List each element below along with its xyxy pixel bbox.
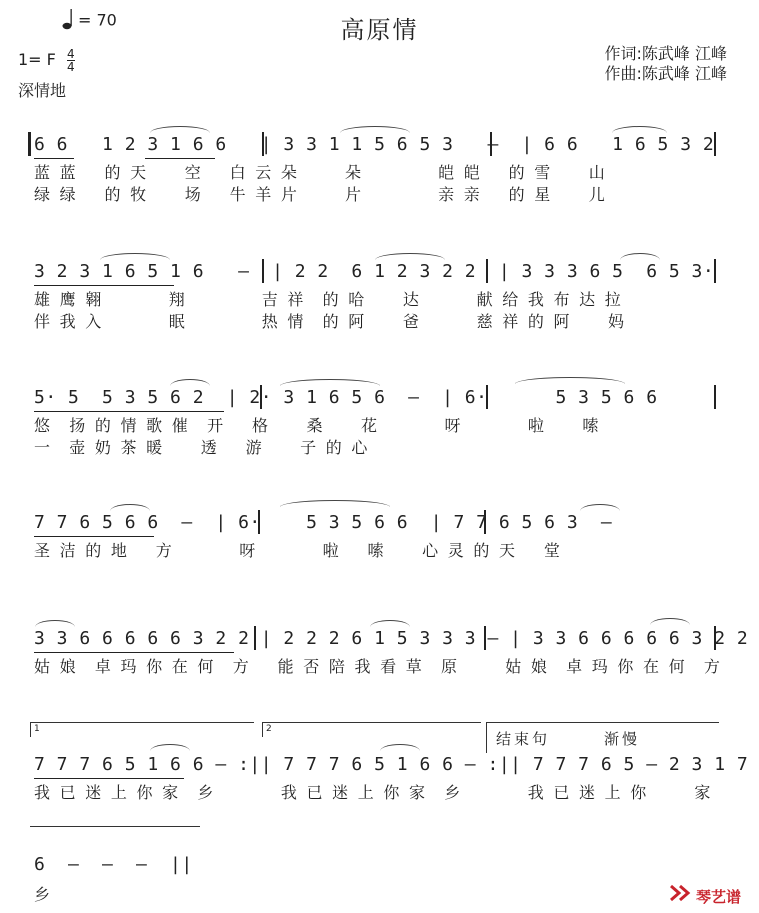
notation-line: 7 7 6 5 6 6 — | 6· 5 3 5 6 6 | 7 7 6 5 6 3 —: [34, 512, 613, 533]
volta-bracket-1: 1: [30, 722, 254, 737]
score-system-3: [0, 381, 759, 461]
lyrics-verse-1: 蓝 蓝 的 天 空 白 云 朵 朵 皑 皑 的 雪 山: [34, 163, 605, 182]
slur: [620, 253, 660, 260]
beam-underline: [34, 158, 74, 159]
score-system-2: [0, 255, 759, 335]
slur: [170, 379, 210, 386]
barline: [714, 259, 716, 283]
slur: [150, 744, 190, 751]
score-system-5: [0, 622, 759, 682]
beam-underline: [34, 536, 154, 537]
tempo-text: = 70: [78, 10, 117, 30]
slur: [280, 500, 390, 507]
slur: [150, 126, 210, 133]
composer-credit: 作曲:陈武峰 江峰: [604, 64, 727, 83]
notation-line: 5· 5 5 3 5 6 2 | 2· 3 1 6 5 6 — | 6· 5 3 5 6 6: [34, 387, 658, 408]
notation-line: 7 7 7 6 5 1 6 6 — :|| 7 7 7 6 5 1 6 6 — :|| 7 7 7 6 5 — 2 3 1 7: [34, 754, 749, 775]
ending-label: 结束句: [496, 730, 551, 748]
beam-underline: [34, 652, 234, 653]
slur: [110, 504, 150, 511]
slur: [100, 253, 170, 260]
expression-marking: 深情地: [18, 81, 67, 100]
lyrics-verse-1: 乡: [34, 885, 51, 904]
lyrics-verse-1: 我 已 迷 上 你 家 乡 我 已 迷 上 你 家 乡 我 已 迷 上 你 家: [34, 783, 711, 802]
barline: [714, 385, 716, 409]
volta-bracket-2: 2: [262, 722, 481, 737]
slur: [375, 253, 445, 260]
score-system-4: [0, 506, 759, 566]
slur: [340, 126, 410, 133]
notation-line: 6 — — — ||: [34, 854, 193, 875]
slur: [650, 618, 690, 625]
notation-line: 3 2 3 1 6 5 1 6 — | 2 2 6 1 2 3 2 2 | 3 3 3 6 5 6 5 3·: [34, 261, 715, 282]
lyrics-verse-1: 雄 鹰 翱 翔 吉 祥 的 哈 达 献 给 我 布 达 拉: [34, 290, 621, 309]
page-title: 高原情: [340, 16, 419, 44]
beam-underline: [34, 778, 184, 779]
ending-bracket-continuation: [30, 826, 200, 827]
lyrics-verse-1: 圣 洁 的 地 方 呀 啦 嗦 心 灵 的 天 堂: [34, 541, 560, 560]
beam-underline: [34, 411, 224, 412]
slur: [580, 504, 620, 511]
time-sig-top: 4: [66, 47, 75, 61]
slur: [35, 620, 75, 627]
beam-underline: [34, 285, 174, 286]
key-signature: [18, 48, 75, 73]
beam-underline: [145, 158, 215, 159]
logo-icon: [669, 888, 696, 906]
key-label: 1= F: [18, 50, 56, 69]
notation-line: 6 6 1 2 3 1 6 6 | 3 3 1 1 5 6 5 3 — | 6 6 1 6 5 3 2: [34, 134, 715, 155]
logo-text: 琴艺谱: [695, 888, 741, 906]
slur: [280, 379, 380, 386]
lyrics-verse-2: 伴 我 入 眠 热 情 的 阿 爸 慈 祥 的 阿 妈: [34, 312, 625, 331]
lyricist-credit: 作词:陈武峰 江峰: [604, 44, 727, 63]
barline: [714, 132, 716, 156]
score-system-6: [0, 722, 759, 812]
lyrics-verse-1: 悠 扬 的 情 歌 催 开 格 桑 花 呀 啦 嗦: [34, 416, 599, 435]
ritardando-marking: 渐慢: [604, 730, 641, 748]
slur: [370, 620, 410, 627]
time-signature: [67, 48, 75, 73]
slur: [612, 126, 667, 133]
lyrics-verse-2: 一 壶 奶 茶 暖 透 游 子 的 心: [34, 438, 368, 457]
lyrics-verse-2: 绿 绿 的 牧 场 牛 羊 片 片 亲 亲 的 星 儿: [34, 185, 605, 204]
lyrics-verse-1: 姑 娘 卓 玛 你 在 何 方 能 否 陪 我 看 草 原 姑 娘 卓 玛 你 在 何 方: [34, 657, 720, 676]
repeat-start-barline: [28, 132, 31, 156]
slur: [515, 377, 625, 384]
slur: [380, 744, 420, 751]
notation-line: 3 3 6 6 6 6 6 3 2 2 | 2 2 2 6 1 5 3 3 3 — | 3 3 6 6 6 6 6 3 2 2: [34, 628, 749, 649]
credits: [605, 44, 727, 84]
site-logo: [669, 884, 741, 907]
score-system-1: [0, 128, 759, 208]
time-sig-bottom: 4: [66, 60, 75, 74]
